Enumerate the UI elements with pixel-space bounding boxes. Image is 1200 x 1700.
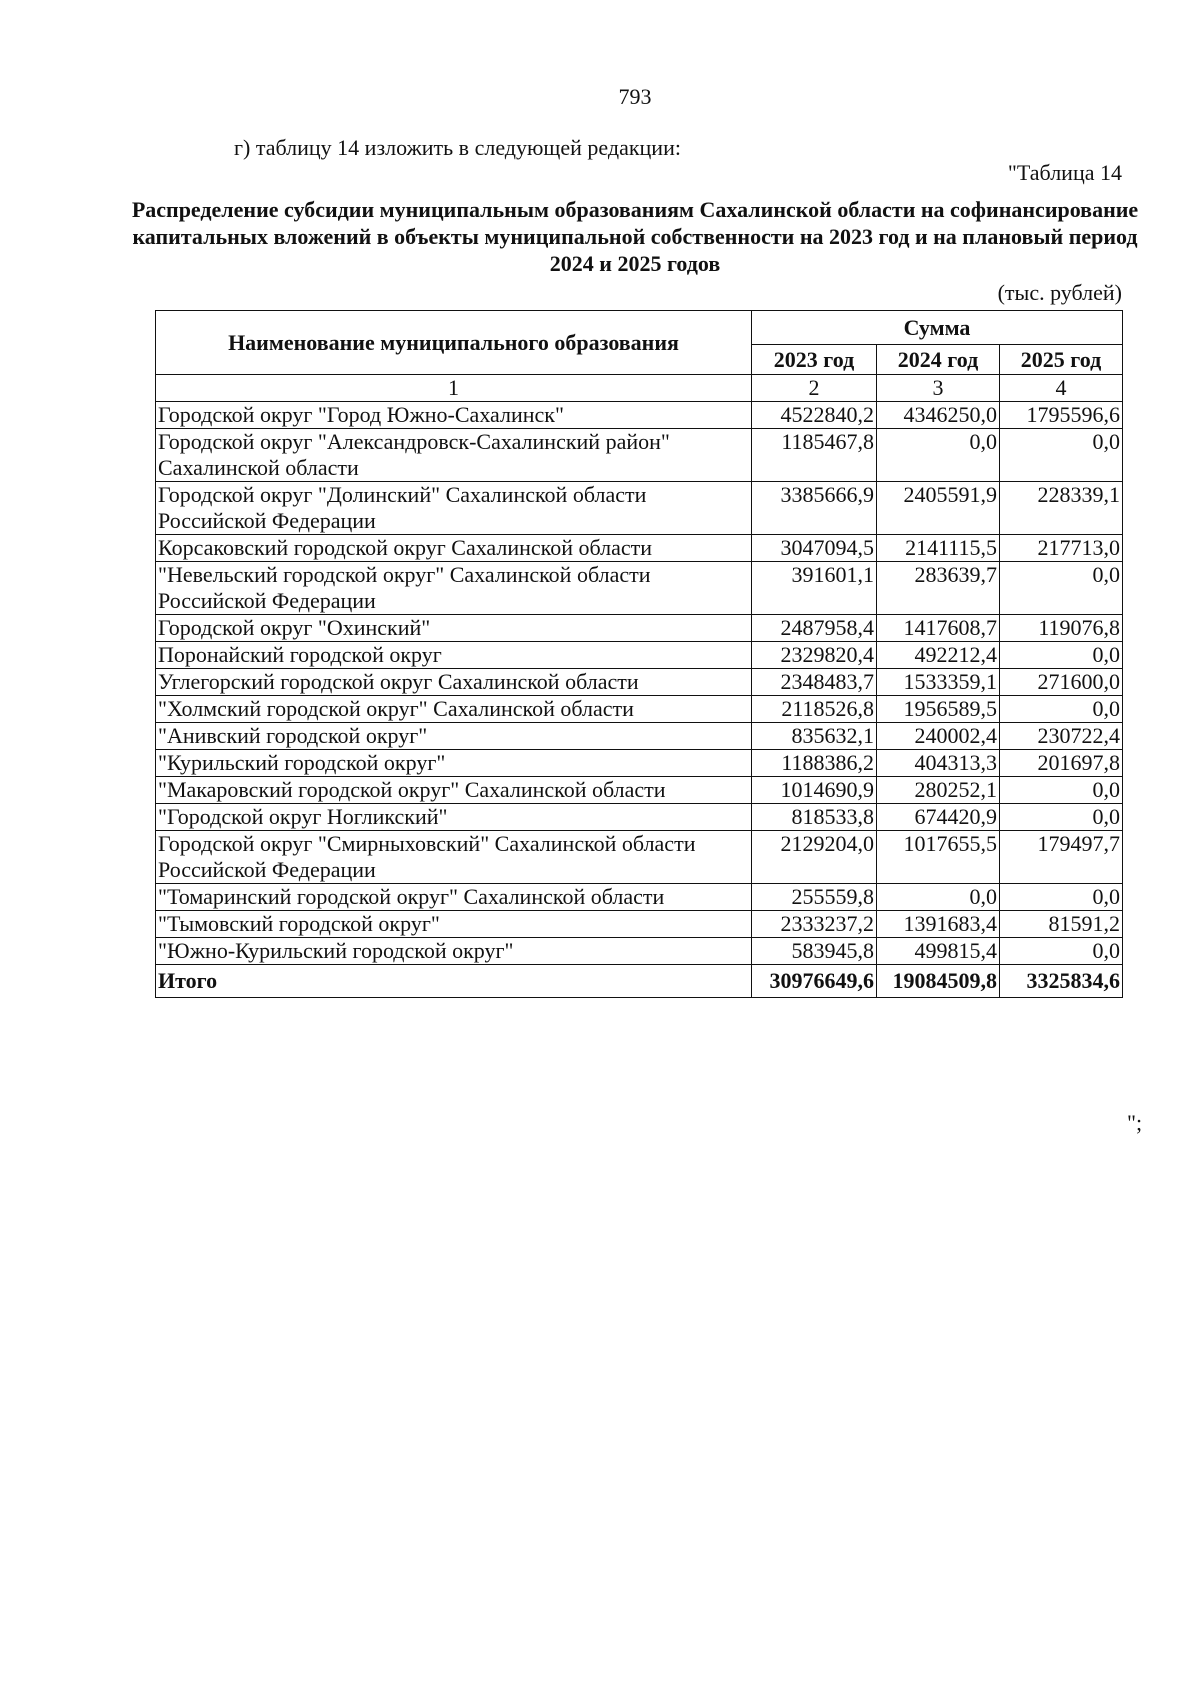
closing-quote: ";	[1127, 1110, 1143, 1135]
value-2023: 2333237,2	[752, 911, 877, 938]
header-sum-group: Сумма	[752, 311, 1123, 345]
header-year-2023: 2023 год	[752, 345, 877, 375]
value-2023: 818533,8	[752, 804, 877, 831]
value-2023: 4522840,2	[752, 402, 877, 429]
table-row	[156, 696, 1123, 723]
header-year-2024: 2024 год	[877, 345, 1000, 375]
table-row	[156, 669, 1123, 696]
municipality-name: Городской округ "Город Южно-Сахалинск"	[156, 402, 752, 429]
value-2025: 217713,0	[1000, 535, 1123, 562]
total-2023: 30976649,6	[752, 965, 877, 998]
value-2024: 499815,4	[877, 938, 1000, 965]
value-2023: 3047094,5	[752, 535, 877, 562]
value-2024: 404313,3	[877, 750, 1000, 777]
units-label: (тыс. рублей)	[997, 280, 1122, 305]
column-number: 3	[877, 375, 1000, 402]
value-2025: 0,0	[1000, 938, 1123, 965]
table-row	[156, 562, 1123, 615]
municipality-name: "Холмский городской округ" Сахалинской области	[156, 696, 752, 723]
value-2025: 0,0	[1000, 884, 1123, 911]
value-2025: 0,0	[1000, 777, 1123, 804]
total-2025: 3325834,6	[1000, 965, 1123, 998]
value-2025: 0,0	[1000, 562, 1123, 615]
value-2025: 230722,4	[1000, 723, 1123, 750]
value-2023: 583945,8	[752, 938, 877, 965]
value-2024: 0,0	[877, 884, 1000, 911]
value-2025: 201697,8	[1000, 750, 1123, 777]
value-2024: 2141115,5	[877, 535, 1000, 562]
municipality-name: Корсаковский городской округ Сахалинской области	[156, 535, 752, 562]
value-2024: 1017655,5	[877, 831, 1000, 884]
total-row	[156, 965, 1123, 998]
value-2025: 0,0	[1000, 804, 1123, 831]
table-title: Распределение субсидии муниципальным образованиям Сахалинской области на софинансирование капитальных вложений в объекты муниципальной собственности на 2023 год и на плановый период 2024 и 2025 годов	[131, 197, 1139, 276]
table-label: "Таблица 14	[1007, 160, 1122, 185]
value-2023: 255559,8	[752, 884, 877, 911]
municipality-name: "Томаринский городской округ" Сахалинской области	[156, 884, 752, 911]
value-2023: 391601,1	[752, 562, 877, 615]
value-2023: 3385666,9	[752, 482, 877, 535]
municipality-name: Городской округ "Долинский" Сахалинской области Российской Федерации	[156, 482, 752, 535]
table-row	[156, 804, 1123, 831]
municipality-name: "Курильский городской округ"	[156, 750, 752, 777]
value-2025: 228339,1	[1000, 482, 1123, 535]
table-row	[156, 750, 1123, 777]
table-row	[156, 884, 1123, 911]
value-2024: 1956589,5	[877, 696, 1000, 723]
municipality-name: Городской округ "Охинский"	[156, 615, 752, 642]
table-row	[156, 535, 1123, 562]
subsidy-table	[155, 310, 1123, 998]
municipality-name: "Южно-Курильский городской округ"	[156, 938, 752, 965]
value-2023: 1188386,2	[752, 750, 877, 777]
page-number: 793	[618, 84, 652, 109]
value-2024: 1391683,4	[877, 911, 1000, 938]
table-row	[156, 642, 1123, 669]
value-2023: 1185467,8	[752, 429, 877, 482]
municipality-name: "Анивский городской округ"	[156, 723, 752, 750]
table-row	[156, 402, 1123, 429]
value-2024: 2405591,9	[877, 482, 1000, 535]
value-2025: 179497,7	[1000, 831, 1123, 884]
value-2023: 2487958,4	[752, 615, 877, 642]
table-row	[156, 777, 1123, 804]
value-2024: 240002,4	[877, 723, 1000, 750]
total-label: Итого	[156, 965, 752, 998]
value-2025: 119076,8	[1000, 615, 1123, 642]
municipality-name: "Невельский городской округ" Сахалинской области Российской Федерации	[156, 562, 752, 615]
table-row	[156, 723, 1123, 750]
table-row	[156, 831, 1123, 884]
value-2024: 492212,4	[877, 642, 1000, 669]
value-2025: 81591,2	[1000, 911, 1123, 938]
table-row	[156, 429, 1123, 482]
value-2025: 0,0	[1000, 429, 1123, 482]
value-2024: 1533359,1	[877, 669, 1000, 696]
value-2024: 674420,9	[877, 804, 1000, 831]
header-name-column: Наименование муниципального образования	[156, 311, 752, 375]
table-row	[156, 938, 1123, 965]
municipality-name: "Макаровский городской округ" Сахалинской области	[156, 777, 752, 804]
municipality-name: "Тымовский городской округ"	[156, 911, 752, 938]
column-number: 2	[752, 375, 877, 402]
table-row	[156, 615, 1123, 642]
municipality-name: "Городской округ Ногликский"	[156, 804, 752, 831]
column-number: 4	[1000, 375, 1123, 402]
value-2024: 280252,1	[877, 777, 1000, 804]
municipality-name: Углегорский городской округ Сахалинской области	[156, 669, 752, 696]
value-2023: 2129204,0	[752, 831, 877, 884]
value-2024: 4346250,0	[877, 402, 1000, 429]
value-2025: 0,0	[1000, 696, 1123, 723]
value-2023: 2329820,4	[752, 642, 877, 669]
value-2023: 835632,1	[752, 723, 877, 750]
intro-text: г) таблицу 14 изложить в следующей редакции:	[234, 135, 681, 160]
table-row	[156, 911, 1123, 938]
value-2025: 1795596,6	[1000, 402, 1123, 429]
value-2024: 0,0	[877, 429, 1000, 482]
municipality-name: Поронайский городской округ	[156, 642, 752, 669]
value-2023: 2348483,7	[752, 669, 877, 696]
municipality-name: Городской округ "Александровск-Сахалинский район" Сахалинской области	[156, 429, 752, 482]
value-2024: 1417608,7	[877, 615, 1000, 642]
column-number: 1	[156, 375, 752, 402]
municipality-name: Городской округ "Смирныховский" Сахалинской области Российской Федерации	[156, 831, 752, 884]
value-2025: 0,0	[1000, 642, 1123, 669]
value-2024: 283639,7	[877, 562, 1000, 615]
header-year-2025: 2025 год	[1000, 345, 1123, 375]
table-row	[156, 482, 1123, 535]
value-2023: 2118526,8	[752, 696, 877, 723]
value-2025: 271600,0	[1000, 669, 1123, 696]
total-2024: 19084509,8	[877, 965, 1000, 998]
value-2023: 1014690,9	[752, 777, 877, 804]
